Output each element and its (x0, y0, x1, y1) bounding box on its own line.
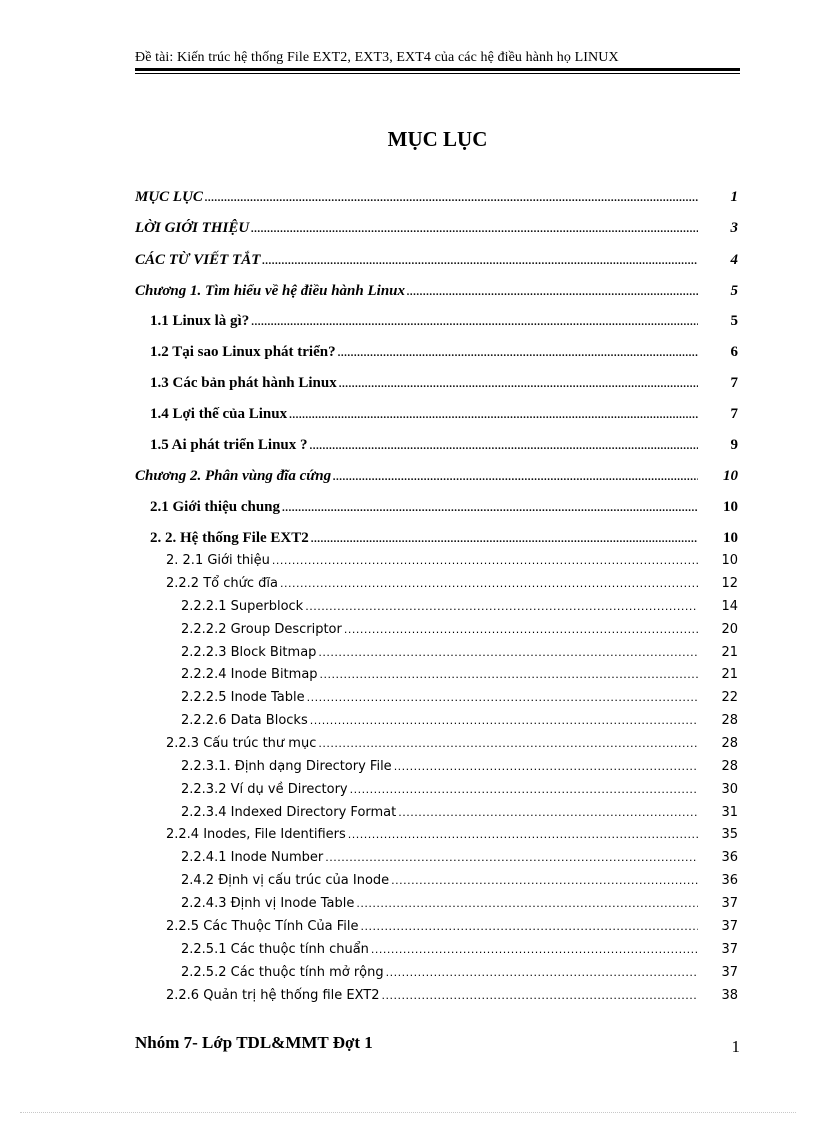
toc-leader (382, 989, 698, 1002)
toc-leader (398, 806, 698, 819)
toc-entry-label: 2.2.2.6 Data Blocks (181, 713, 308, 728)
toc-entry-label: 2.2.5 Các Thuộc Tính Của File (166, 919, 359, 934)
toc-entry-page: 10 (723, 499, 738, 515)
toc-leader (394, 760, 698, 773)
toc-leader (371, 943, 698, 956)
toc-leader (344, 623, 698, 636)
toc-entry-page: 21 (721, 667, 738, 682)
toc-entry-page: 22 (721, 690, 738, 705)
toc-entry-page: 38 (721, 988, 738, 1003)
toc-entry[interactable] (0, 736, 816, 758)
toc-entry-label: 2.2.2 Tổ chức đĩa (166, 576, 278, 591)
toc-entry[interactable] (0, 344, 816, 366)
toc-entry-page: 35 (721, 827, 738, 842)
header-rule-thick (135, 68, 740, 71)
toc-leader (391, 874, 698, 887)
page-title: MỤC LỤC (387, 127, 488, 151)
toc-entry-label: Chương 2. Phân vùng đĩa cứng (135, 468, 332, 484)
running-header: Đề tài: Kiến trúc hệ thống File EXT2, EXT3, EXT4 của các hệ điều hành họ LINUX (135, 50, 619, 65)
toc-entry[interactable] (0, 713, 816, 735)
toc-entry-label: 2.4.2 Định vị cấu trúc của Inode (181, 873, 390, 888)
toc-entry-label: 2.2.5.1 Các thuộc tính chuẩn (181, 942, 369, 957)
toc-entry[interactable] (0, 988, 816, 1010)
toc-entry[interactable] (0, 283, 816, 305)
toc-entry[interactable] (0, 189, 816, 211)
toc-entry[interactable] (0, 690, 816, 712)
toc-entry[interactable] (0, 499, 816, 521)
toc-leader (251, 316, 698, 328)
toc-entry-label: 2.2.3 Cấu trúc thư mục (166, 736, 317, 751)
toc-entry-page: 20 (721, 622, 738, 637)
toc-entry[interactable] (0, 553, 816, 575)
toc-entry-page: 14 (721, 599, 738, 614)
toc-entry[interactable] (0, 375, 816, 397)
toc-entry-label: LỜI GIỚI THIỆU (135, 220, 250, 236)
toc-entry[interactable] (0, 827, 816, 849)
toc-leader (282, 502, 698, 514)
toc-entry-label: 2.2.2.4 Inode Bitmap (181, 667, 318, 682)
toc-entry[interactable] (0, 599, 816, 621)
toc-entry-label: 2. 2. Hệ thống File EXT2 (150, 530, 309, 546)
footer-page-number: 1 (731, 1037, 740, 1056)
toc-entry-label: 2.2.2.2 Group Descriptor (181, 622, 342, 637)
toc-leader (356, 897, 698, 910)
toc-entry-label: Chương 1. Tìm hiểu về hệ điều hành Linux (135, 283, 406, 299)
toc-entry-label: 2.2.3.2 Ví dụ về Directory (181, 782, 348, 797)
toc-leader (307, 691, 698, 704)
toc-entry-page: 37 (721, 942, 738, 957)
toc-entry-label: CÁC TỪ VIẾT TẮT (135, 252, 261, 268)
toc-entry-label: 2.2.4.1 Inode Number (181, 850, 324, 865)
page-bottom-divider (20, 1112, 796, 1113)
toc-leader (338, 347, 698, 359)
toc-entry-page: 10 (723, 468, 738, 484)
toc-entry-page: 5 (730, 313, 738, 329)
toc-entry[interactable] (0, 220, 816, 242)
toc-entry[interactable] (0, 942, 816, 964)
toc-entry-label: 2.2.3.4 Indexed Directory Format (181, 805, 397, 820)
toc-entry[interactable] (0, 896, 816, 918)
toc-leader (251, 223, 698, 235)
toc-entry-label: 1.4 Lợi thế của Linux (150, 406, 288, 422)
toc-leader (289, 409, 698, 421)
toc-entry-label: 2.2.6 Quản trị hệ thống file EXT2 (166, 988, 380, 1003)
toc-entry-page: 3 (730, 220, 738, 236)
toc-leader (348, 828, 698, 841)
toc-entry-label: 2.2.3.1. Định dạng Directory File (181, 759, 392, 774)
toc-entry[interactable] (0, 805, 816, 827)
toc-entry[interactable] (0, 530, 816, 552)
toc-entry-page: 12 (721, 576, 738, 591)
toc-leader (318, 737, 698, 750)
toc-leader (361, 920, 698, 933)
toc-entry[interactable] (0, 782, 816, 804)
toc-entry-page: 36 (721, 850, 738, 865)
toc-entry-page: 37 (721, 919, 738, 934)
toc-entry[interactable] (0, 468, 816, 490)
toc-entry-label: 1.2 Tại sao Linux phát triển? (150, 344, 336, 360)
toc-entry[interactable] (0, 873, 816, 895)
toc-entry[interactable] (0, 667, 816, 689)
toc-entry-page: 10 (721, 553, 738, 568)
toc-entry[interactable] (0, 759, 816, 781)
toc-entry[interactable] (0, 965, 816, 987)
toc-entry-label: 2. 2.1 Giới thiệu (166, 553, 270, 568)
toc-leader (333, 471, 698, 483)
toc-entry-label: 1.1 Linux là gì? (150, 313, 250, 329)
toc-entry[interactable] (0, 252, 816, 274)
toc-entry-page: 37 (721, 896, 738, 911)
toc-leader (325, 851, 698, 864)
toc-leader (305, 600, 698, 613)
toc-entry-label: 2.2.4 Inodes, File Identifiers (166, 827, 346, 842)
toc-entry[interactable] (0, 919, 816, 941)
toc-entry-page: 6 (730, 344, 738, 360)
toc-entry-page: 21 (721, 645, 738, 660)
toc-entry-label: 1.3 Các bản phát hành Linux (150, 375, 337, 391)
toc-entry-page: 30 (721, 782, 738, 797)
toc-entry[interactable] (0, 437, 816, 459)
toc-leader (350, 783, 698, 796)
toc-entry[interactable] (0, 576, 816, 598)
toc-entry[interactable] (0, 622, 816, 644)
toc-entry-label: 2.1 Giới thiệu chung (150, 499, 280, 515)
toc-entry-page: 5 (730, 283, 738, 299)
toc-leader (318, 646, 698, 659)
toc-leader (262, 255, 698, 267)
toc-leader (311, 533, 698, 545)
toc-entry-page: 9 (730, 437, 738, 453)
toc-entry[interactable] (0, 313, 816, 335)
toc-leader (407, 286, 698, 298)
toc-leader (280, 577, 698, 590)
toc-leader (310, 714, 698, 727)
footer-group-label: Nhóm 7- Lớp TDL&MMT Đợt 1 (135, 1033, 373, 1052)
toc-entry-page: 1 (730, 189, 738, 205)
toc-entry-page: 37 (721, 965, 738, 980)
toc-entry-page: 28 (721, 759, 738, 774)
toc-leader (386, 966, 698, 979)
toc-entry-page: 7 (730, 406, 738, 422)
toc-entry-label: 2.2.2.1 Superblock (181, 599, 304, 614)
toc-entry-label: MỤC LỤC (135, 189, 203, 205)
toc-entry-page: 36 (721, 873, 738, 888)
toc-leader (339, 378, 698, 390)
toc-entry-page: 7 (730, 375, 738, 391)
header-rule-thin (135, 73, 740, 74)
toc-entry-page: 31 (721, 805, 738, 820)
toc-entry-label: 2.2.2.3 Block Bitmap (181, 645, 317, 660)
toc-leader (205, 192, 698, 204)
toc-entry-label: 2.2.2.5 Inode Table (181, 690, 305, 705)
toc-entry-label: 1.5 Ai phát triển Linux ? (150, 437, 308, 453)
toc-entry-page: 4 (730, 252, 738, 268)
toc-entry[interactable] (0, 645, 816, 667)
toc-entry[interactable] (0, 406, 816, 428)
toc-entry-label: 2.2.5.2 Các thuộc tính mở rộng (181, 965, 384, 980)
toc-entry-page: 28 (721, 736, 738, 751)
toc-entry-label: 2.2.4.3 Định vị Inode Table (181, 896, 355, 911)
toc-leader (320, 668, 698, 681)
toc-leader (272, 554, 698, 567)
toc-entry-page: 10 (723, 530, 738, 546)
toc-entry[interactable] (0, 850, 816, 872)
toc-entry-page: 28 (721, 713, 738, 728)
toc-leader (310, 440, 698, 452)
